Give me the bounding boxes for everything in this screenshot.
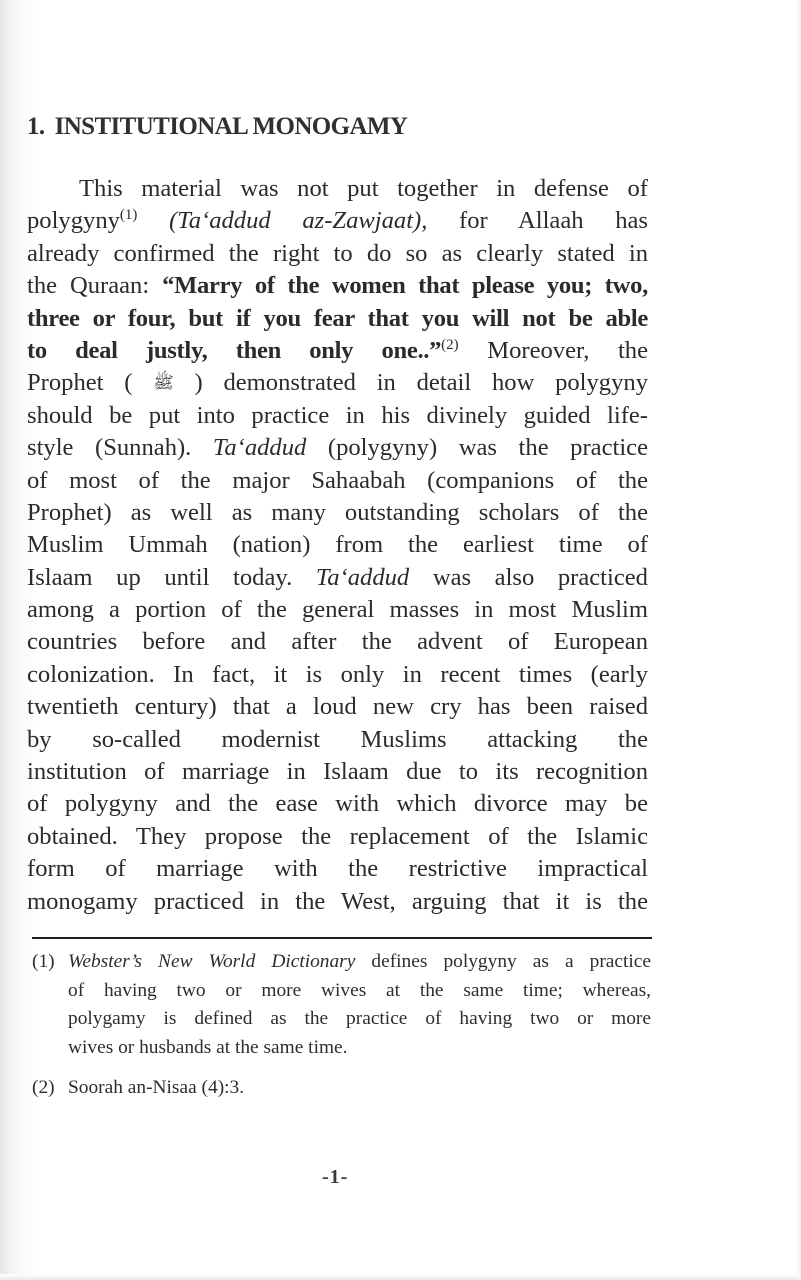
text-run: colonization. In fact, it is only in recent times (early xyxy=(27,660,648,688)
footnote-divider xyxy=(32,937,652,939)
footnote-line xyxy=(68,977,651,1006)
text-run: countries before and after the advent of European xyxy=(27,628,648,656)
text-line xyxy=(27,626,648,658)
text-run: (polygyny) was the practice xyxy=(306,434,648,462)
text-run: institution of marriage in Islaam due to its recognition xyxy=(27,758,648,786)
text-run: defines polygyny as a practice xyxy=(355,951,651,972)
page-number: -1- xyxy=(322,1166,349,1188)
section-heading xyxy=(27,113,647,141)
page-edge-shadow xyxy=(795,0,801,1280)
text-line xyxy=(27,238,648,270)
text-line xyxy=(27,303,648,335)
text-line xyxy=(27,205,648,237)
text-line xyxy=(27,367,648,399)
text-line xyxy=(27,853,648,885)
text-line xyxy=(27,432,648,464)
text-line xyxy=(27,756,648,788)
footnote-marker: (1) xyxy=(32,951,55,972)
quran-quote: “Marry of the women that please you; two, xyxy=(162,272,648,300)
text-run: Muslim Ummah (nation) from the earliest time of xyxy=(27,531,648,559)
text-run: form of marriage with the restrictive impractical xyxy=(27,855,648,883)
footnote-line xyxy=(68,948,651,977)
section-number: 1. xyxy=(27,113,45,140)
text-run: of most of the major Sahaabah (companions of the xyxy=(27,466,648,494)
text-run: Moreover, the xyxy=(458,336,648,364)
footnote-line xyxy=(68,1074,651,1103)
text-run: obtained. They propose the replacement of the Islamic xyxy=(27,822,648,850)
text-line xyxy=(27,562,648,594)
text-line xyxy=(27,594,648,626)
text-line xyxy=(27,497,648,529)
footnote-reference: (1) xyxy=(119,207,138,224)
text-line xyxy=(27,270,648,302)
text-line xyxy=(27,886,648,918)
section-title: INSTITUTIONAL MONOGAMY xyxy=(54,113,408,140)
text-run: of polygyny and the ease with which divorce may be xyxy=(27,790,648,818)
footnote-reference: (2) xyxy=(441,336,459,353)
page-edge-shadow xyxy=(0,1274,801,1280)
text-line xyxy=(27,724,648,756)
text-run: wives or husbands at the same time. xyxy=(68,1036,348,1058)
footnote-line xyxy=(68,1005,651,1034)
quran-quote: three or four, but if you fear that you will not be able xyxy=(27,304,648,332)
text-run: twentieth century) that a loud new cry has been raised xyxy=(27,693,648,721)
footnote-line xyxy=(68,1034,651,1063)
footnote-item xyxy=(32,948,651,1062)
text-run: ) demonstrated in detail how polygyny xyxy=(173,369,648,397)
text-run: polygyny xyxy=(27,207,120,235)
text-run: among a portion of the general masses in most Muslim xyxy=(27,596,648,624)
text-run: Islaam up until today. xyxy=(27,563,316,591)
text-run: Prophet ( xyxy=(27,369,154,397)
text-run: already confirmed the right to do so as clearly stated in xyxy=(27,239,648,267)
italic-text: Ta‘addud xyxy=(315,563,410,591)
text-line xyxy=(27,659,648,691)
salawat-icon: ﷺ xyxy=(153,373,174,393)
text-run: Prophet) as well as many outstanding scholars of the xyxy=(27,498,648,526)
italic-text: Webster’s New World Dictionary xyxy=(68,951,356,972)
text-run: should be put into practice in his divinely guided life- xyxy=(27,401,648,429)
text-line xyxy=(27,173,648,205)
footnote-item xyxy=(32,1074,651,1103)
text-run: Soorah an-Nisaa (4):3. xyxy=(68,1077,245,1098)
text-run: for Allaah has xyxy=(427,207,649,235)
text-line xyxy=(27,821,648,853)
italic-text: Ta‘addud xyxy=(212,434,307,462)
text-run: of having two or more wives at the same time; whereas, xyxy=(68,979,651,1001)
text-line xyxy=(27,335,648,367)
body-paragraph xyxy=(27,173,648,918)
footnotes xyxy=(32,948,651,1103)
text-run: monogamy practiced in the West, arguing that it is the xyxy=(27,887,648,915)
quran-quote: to deal justly, then only one..” xyxy=(27,336,442,364)
text-run: This material was not put together in defense of xyxy=(79,175,648,202)
footnote-marker: (2) xyxy=(32,1077,55,1098)
text-run: style (Sunnah). xyxy=(27,434,213,462)
text-run xyxy=(137,207,169,234)
text-run: was also practiced xyxy=(409,563,648,591)
text-line xyxy=(27,465,648,497)
text-run: polygamy is defined as the practice of having two or more xyxy=(68,1008,651,1029)
text-run: the Quraan: xyxy=(27,272,163,300)
text-line xyxy=(27,691,648,723)
text-run: by so-called modernist Muslims attacking the xyxy=(27,725,648,753)
italic-text: (Ta‘addud az-Zawjaat), xyxy=(169,207,428,235)
text-line xyxy=(27,400,648,432)
text-line xyxy=(27,788,648,820)
text-line xyxy=(27,529,648,561)
